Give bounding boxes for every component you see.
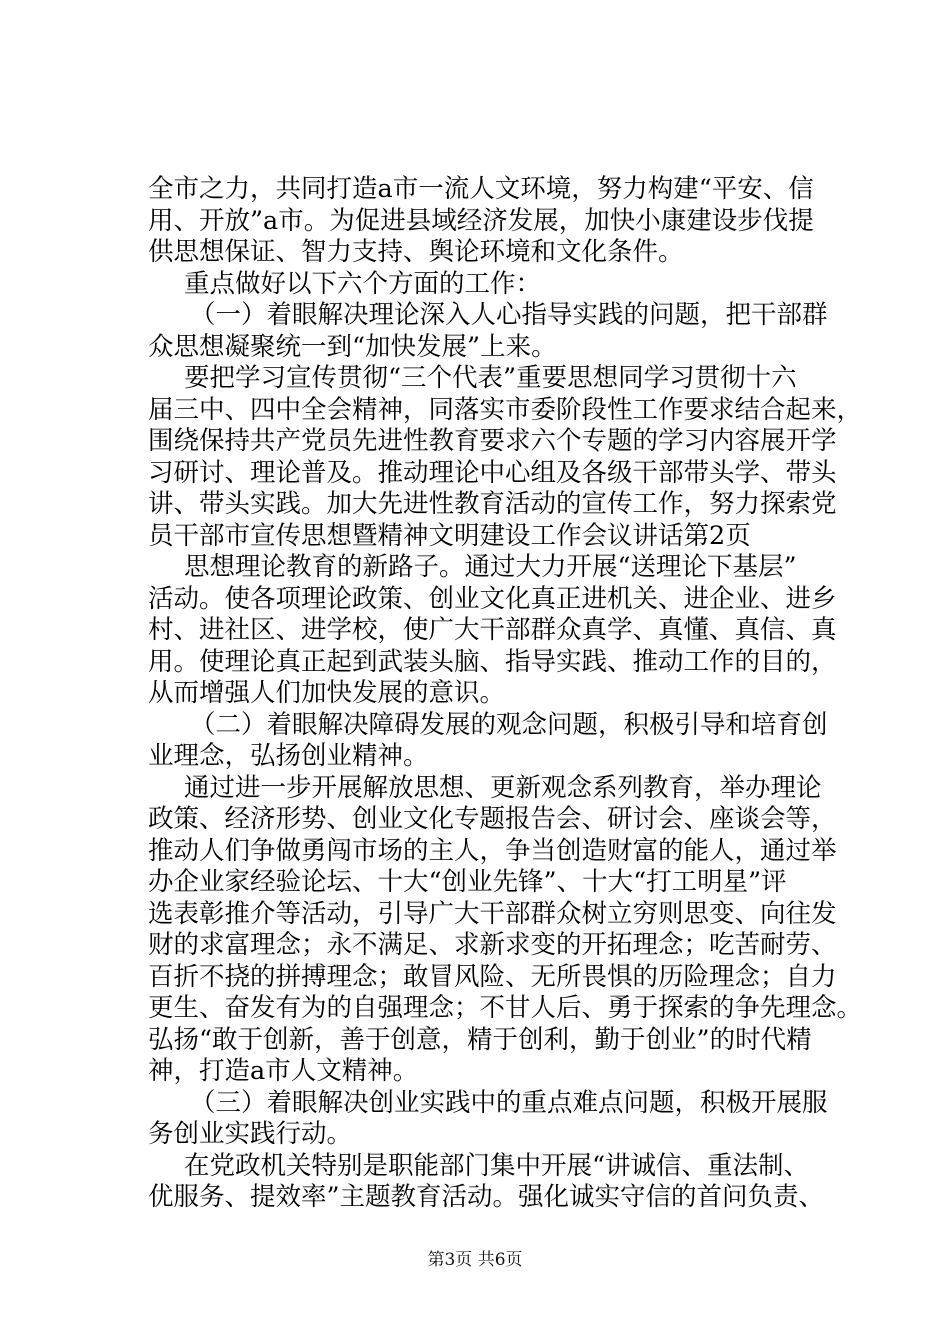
text-line: 在党政机关特别是职能部门集中开展“讲诚信、重法制、 bbox=[184, 1150, 810, 1181]
text-line: 届三中、四中全会精神，同落实市委阶段性工作要求结合起来， bbox=[148, 394, 863, 425]
text-line: 用、开放”a市。为促进县域经济发展，加快小康建设步伐提 bbox=[148, 205, 814, 236]
text-line: 思想理论教育的新路子。通过大力开展“送理论下基层” bbox=[184, 552, 797, 582]
text-line: 财的求富理念；永不满足、求新求变的开拓理念；吃苦耐劳、 bbox=[148, 930, 837, 960]
text-line: 通过进一步开展解放思想、更新观念系列教育，举办理论 bbox=[184, 772, 822, 803]
body-text bbox=[148, 174, 863, 1214]
text-line: 神，打造a市人文精神。 bbox=[148, 1056, 419, 1086]
text-line: 用。使理论真正起到武装头脑、指导实践、推动工作的目的， bbox=[148, 646, 837, 677]
page-footer: 第3页 共6页 bbox=[427, 1250, 523, 1270]
text-line: 要把学习宣传贯彻“三个代表”重要思想同学习贯彻十六 bbox=[184, 363, 797, 393]
text-line: （三）着眼解决创业实践中的重点难点问题，积极开展服 bbox=[190, 1087, 828, 1118]
text-line: 重点做好以下六个方面的工作： bbox=[184, 268, 542, 299]
text-line: 推动人们争做勇闯市场的主人，争当创造财富的能人，通过举 bbox=[148, 835, 837, 866]
text-line: 办企业家经验论坛、十大“创业先锋”、十大“打工明星”评 bbox=[148, 867, 787, 897]
text-line: 从而增强人们加快发展的意识。 bbox=[148, 678, 506, 708]
text-line: 活动。使各项理论政策、创业文化真正进机关、进企业、进乡 bbox=[148, 583, 837, 614]
text-line: 选表彰推介等活动，引导广大干部群众树立穷则思变、向往发 bbox=[148, 898, 837, 929]
text-line: 更生、奋发有为的自强理念；不甘人后、勇于探索的争先理念。 bbox=[148, 993, 863, 1023]
text-line: 优服务、提效率”主题教育活动。强化诚实守信的首问负责、 bbox=[148, 1182, 825, 1212]
text-line: 务创业实践行动。 bbox=[148, 1119, 353, 1149]
text-line: 围绕保持共产党员先进性教育要求六个专题的学习内容展开学 bbox=[148, 426, 837, 456]
text-line: 政策、经济形势、创业文化专题报告会、研讨会、座谈会等， bbox=[148, 804, 837, 834]
text-line: 习研讨、理论普及。推动理论中心组及各级干部带头学、带头 bbox=[148, 457, 837, 488]
text-line: 业理念，弘扬创业精神。 bbox=[148, 741, 429, 771]
text-line: 讲、带头实践。加大先进性教育活动的宣传工作，努力探索党 bbox=[148, 489, 837, 519]
text-line: 全市之力，共同打造a市一流人文环境，努力构建“平安、信 bbox=[148, 174, 814, 204]
text-line: 村、进社区、进学校，使广大干部群众真学、真懂、真信、真 bbox=[148, 615, 837, 645]
text-line: 弘扬“敢于创新，善于创意，精于创利，勤于创业”的时代精 bbox=[148, 1024, 812, 1055]
text-line: 供思想保证、智力支持、舆论环境和文化条件。 bbox=[148, 237, 684, 267]
text-line: 员干部市宣传思想暨精神文明建设工作会议讲话第2页 bbox=[148, 520, 751, 551]
text-line: 百折不挠的拼搏理念；敢冒风险、无所畏惧的历险理念；自力 bbox=[148, 961, 837, 992]
text-line: 众思想凝聚统一到“加快发展”上来。 bbox=[148, 331, 557, 362]
text-line: （一）着眼解决理论深入人心指导实践的问题，把干部群 bbox=[190, 300, 828, 330]
text-line: （二）着眼解决障碍发展的观念问题，积极引导和培育创 bbox=[190, 709, 828, 740]
